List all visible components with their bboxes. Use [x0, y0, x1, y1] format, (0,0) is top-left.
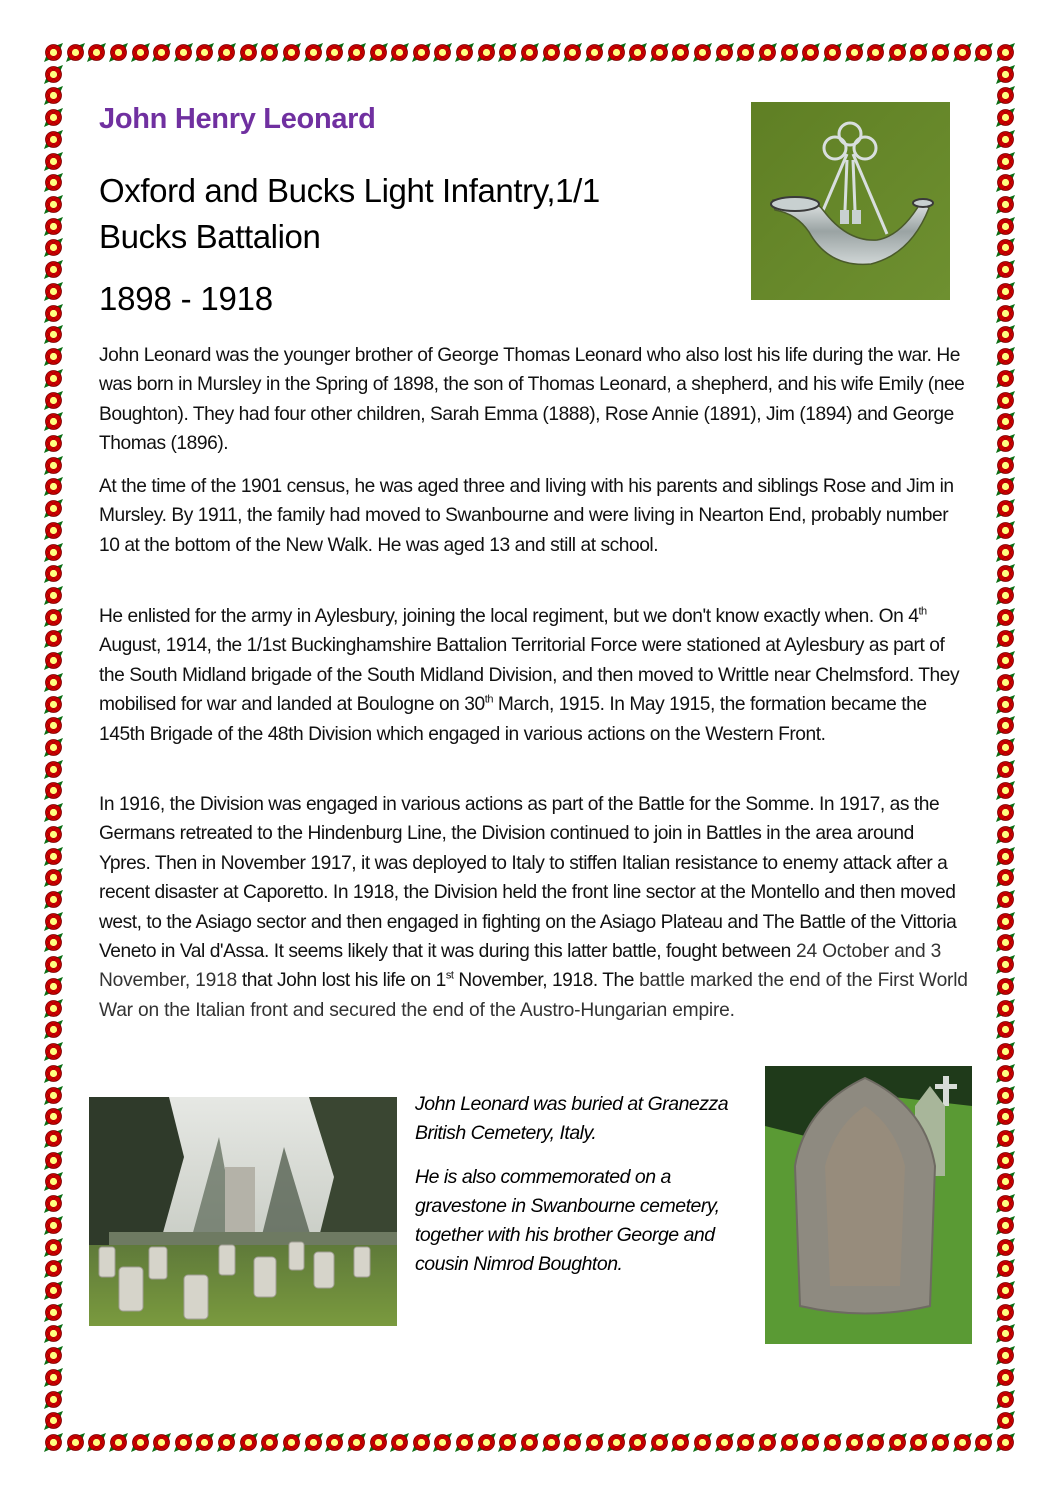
- paragraph-enlistment: [99, 602, 969, 749]
- paragraph-text: [99, 790, 969, 1025]
- superscript: th: [484, 693, 493, 706]
- gravestone-image: [765, 1066, 972, 1344]
- caption-text: John Leonard was buried at Granezza British Cemetery, Italy.: [415, 1093, 729, 1144]
- superscript: st: [445, 970, 454, 983]
- text-run: November, 1918. The: [453, 970, 634, 992]
- caption-text: He is also commemorated on a gravestone in Swanbourne cemetery, together with his brother George and cousin Nimrod Boughton.: [415, 1166, 720, 1275]
- burial-caption: [415, 1090, 755, 1148]
- memorial-caption: [415, 1163, 755, 1279]
- text-run: In 1916, the Division was engaged in various actions as part of the Battle for the Somme. In 1917, as the Germans retreated to the Hindenburg Line, the Division continued to join in Battles in the area around Ypres. Then in November 1917, it was deployed to Italy to stiffen Italian resistance to enemy attack after a recent disaster at Caporetto. In 1918, the Division held the front line sector at the Montello and then moved west, to the Asiago sector and then engaged in fighting on the Asiago Plateau and The Battle of the Vittoria Veneto in Val d'Assa. It seems likely that it was during this latter battle, fought between: [99, 794, 957, 963]
- text-run: March, 1915. In May 1915, the formation became the 145th Brigade of the 48th Division which engaged in various actions on the Western Front.: [99, 694, 927, 745]
- page-title: John Henry Leonard: [99, 103, 376, 135]
- text-run-light: 24 October and 3 November, 1918: [99, 941, 942, 992]
- text-run-light: battle marked the end of the First World War on the Italian front and secured the end of the Austro-Hungarian empire.: [99, 970, 968, 1021]
- paragraph-campaigns: [99, 790, 969, 1025]
- text-run: that John lost his life on 1: [237, 970, 446, 992]
- paragraph-text: [99, 602, 969, 749]
- paragraph-text: At the time of the 1901 census, he was aged three and living with his parents and siblings Rose and Jim in Mursley. By 1911, the family had moved to Swanbourne and were living in Nearton End, probably number 10 at the bottom of the New Walk. He was aged 13 and still at school.: [99, 476, 954, 556]
- cemetery-photo: [89, 1097, 397, 1326]
- text-run: August, 1914, the 1/1st Buckinghamshire Battalion Territorial Force were stationed at Aylesbury as part of the South Midland brigade of the South Midland Division, and then moved to Writtle near Chelmsford. They mobilised for war and landed at Boulogne on 30: [99, 635, 960, 716]
- bugle-horn-icon: [751, 102, 950, 300]
- regimental-badge-image: [751, 102, 950, 300]
- text-run: He enlisted for the army in Aylesbury, joining the local regiment, but we don't know exactly when. On 4: [99, 606, 919, 627]
- superscript: th: [918, 605, 927, 618]
- regiment-line-1: Oxford and Bucks Light Infantry,1/1: [99, 172, 600, 209]
- cemetery-image: [89, 1097, 397, 1326]
- paragraph-census: [99, 472, 969, 560]
- regiment-subtitle: [99, 168, 600, 260]
- regiment-line-2: Bucks Battalion: [99, 218, 321, 255]
- life-dates: 1898 - 1918: [99, 280, 273, 317]
- paragraph-text: John Leonard was the younger brother of George Thomas Leonard who also lost his life during the war. He was born in Mursley in the Spring of 1898, the son of Thomas Leonard, a shepherd, and his wife Emily (nee Boughton). They had four other children, Sarah Emma (1888), Rose Annie (1891), Jim (1894) and George Thomas (1896).: [99, 345, 965, 455]
- paragraph-family: [99, 341, 969, 459]
- gravestone-photo: [765, 1066, 972, 1344]
